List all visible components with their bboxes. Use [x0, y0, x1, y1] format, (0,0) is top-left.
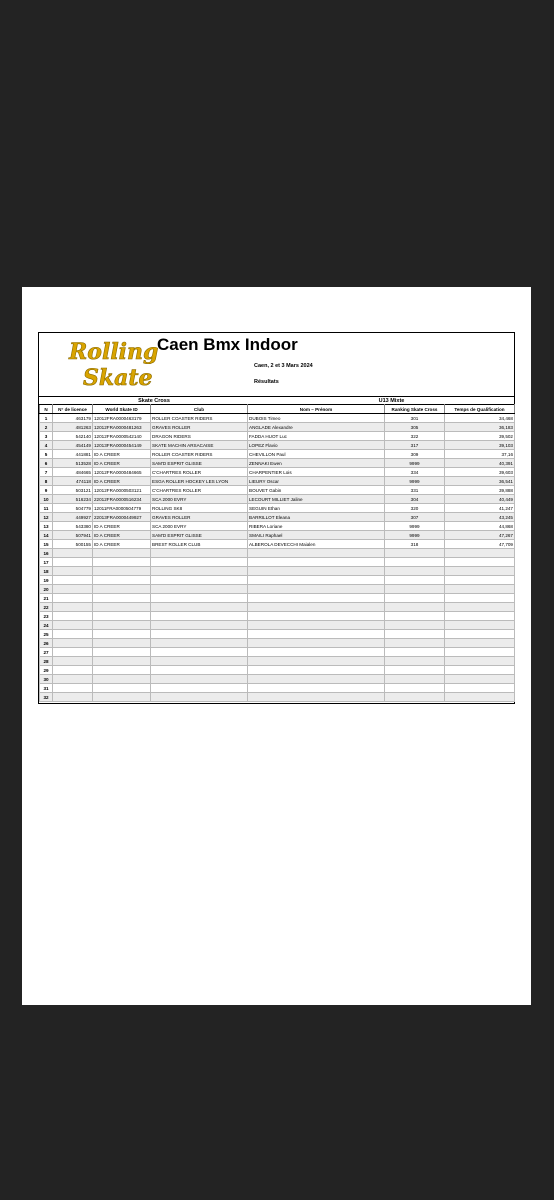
- club-cell: SKATE MACHIN ARSACAISE: [151, 441, 248, 450]
- club-cell: [151, 657, 248, 666]
- club-cell: [151, 612, 248, 621]
- ranking-cell: 320: [385, 504, 445, 513]
- qualification-time-cell: 47,709: [445, 540, 515, 549]
- name-cell: FADDA HUOT Luc: [248, 432, 385, 441]
- column-header: N: [40, 405, 53, 414]
- document-page: [22, 287, 531, 1005]
- ranking-cell: [385, 666, 445, 675]
- qualification-time-cell: [445, 603, 515, 612]
- column-header: Temps de Qualification: [445, 405, 515, 414]
- name-cell: LECOURT MILLIET Jaline: [248, 495, 385, 504]
- world-skate-id-cell: [93, 684, 151, 693]
- table-row: [40, 513, 515, 522]
- licence-cell: 542140: [53, 432, 93, 441]
- table-row: [40, 621, 515, 630]
- name-cell: SEGUIN Ethan: [248, 504, 385, 513]
- table-row: [40, 459, 515, 468]
- name-cell: [248, 648, 385, 657]
- club-cell: SAM'D ESPRIT GLISSE: [151, 459, 248, 468]
- table-row: [40, 558, 515, 567]
- qualification-time-cell: [445, 558, 515, 567]
- name-cell: SMAILI Raphael: [248, 531, 385, 540]
- club-cell: BREST ROLLER CLUB: [151, 540, 248, 549]
- world-skate-id-cell: [93, 639, 151, 648]
- club-cell: [151, 630, 248, 639]
- rank-cell: 9: [40, 486, 53, 495]
- licence-cell: [53, 549, 93, 558]
- table-header: [40, 405, 515, 414]
- licence-cell: [53, 630, 93, 639]
- rank-cell: 18: [40, 567, 53, 576]
- table-row: [40, 504, 515, 513]
- world-skate-id-cell: [93, 621, 151, 630]
- ranking-cell: [385, 612, 445, 621]
- qualification-time-cell: 43,245: [445, 513, 515, 522]
- column-header: Nom – Prénom: [248, 405, 385, 414]
- name-cell: [248, 603, 385, 612]
- column-header: World Skate ID: [93, 405, 151, 414]
- licence-cell: [53, 693, 93, 702]
- table-row: [40, 567, 515, 576]
- licence-cell: [53, 684, 93, 693]
- club-cell: [151, 621, 248, 630]
- club-cell: SCA 2000 EVRY: [151, 495, 248, 504]
- ranking-cell: 305: [385, 423, 445, 432]
- table-row: [40, 630, 515, 639]
- qualification-time-cell: 40,449: [445, 495, 515, 504]
- name-cell: CHARPENTIER Lois: [248, 468, 385, 477]
- rank-cell: 27: [40, 648, 53, 657]
- table-row: [40, 540, 515, 549]
- world-skate-id-cell: [93, 693, 151, 702]
- club-cell: [151, 684, 248, 693]
- rank-cell: 3: [40, 432, 53, 441]
- name-cell: [248, 684, 385, 693]
- rank-cell: 13: [40, 522, 53, 531]
- rank-cell: 17: [40, 558, 53, 567]
- table-row: [40, 675, 515, 684]
- licence-cell: 500155: [53, 540, 93, 549]
- name-cell: [248, 666, 385, 675]
- results-label: Résultats: [254, 379, 279, 385]
- qualification-time-cell: 41,247: [445, 504, 515, 513]
- licence-cell: 507941: [53, 531, 93, 540]
- rank-cell: 11: [40, 504, 53, 513]
- name-cell: BARRILLOT Eleana: [248, 513, 385, 522]
- world-skate-id-cell: [93, 630, 151, 639]
- ranking-cell: 318: [385, 540, 445, 549]
- table-row: [40, 657, 515, 666]
- club-cell: [151, 648, 248, 657]
- world-skate-id-cell: ID A CREER: [93, 450, 151, 459]
- table-row: [40, 549, 515, 558]
- ranking-cell: 309: [385, 450, 445, 459]
- qualification-time-cell: 36,541: [445, 477, 515, 486]
- ranking-cell: 317: [385, 441, 445, 450]
- rank-cell: 19: [40, 576, 53, 585]
- ranking-cell: [385, 648, 445, 657]
- rank-cell: 16: [40, 549, 53, 558]
- rank-cell: 8: [40, 477, 53, 486]
- ranking-cell: 307: [385, 513, 445, 522]
- qualification-time-cell: [445, 621, 515, 630]
- licence-cell: [53, 558, 93, 567]
- qualification-time-cell: [445, 648, 515, 657]
- ranking-cell: 9999: [385, 477, 445, 486]
- club-cell: [151, 585, 248, 594]
- world-skate-id-cell: [93, 558, 151, 567]
- club-cell: SCA 2000 EVRY: [151, 522, 248, 531]
- club-cell: DRAGON RIDERS: [151, 432, 248, 441]
- licence-cell: [53, 639, 93, 648]
- ranking-cell: [385, 684, 445, 693]
- qualification-time-cell: [445, 594, 515, 603]
- world-skate-id-cell: [93, 585, 151, 594]
- ranking-cell: 331: [385, 486, 445, 495]
- name-cell: [248, 693, 385, 702]
- world-skate-id-cell: [93, 666, 151, 675]
- qualification-time-cell: 47,267: [445, 531, 515, 540]
- club-cell: [151, 675, 248, 684]
- club-cell: ROLLER COASTER RIDERS: [151, 414, 248, 423]
- licence-cell: 543380: [53, 522, 93, 531]
- qualification-time-cell: 34,468: [445, 414, 515, 423]
- name-cell: [248, 558, 385, 567]
- column-header: N° de licence: [53, 405, 93, 414]
- rank-cell: 23: [40, 612, 53, 621]
- rank-cell: 6: [40, 459, 53, 468]
- name-cell: [248, 585, 385, 594]
- licence-cell: 516234: [53, 495, 93, 504]
- logo-line2: Skate: [83, 365, 153, 391]
- ranking-cell: [385, 594, 445, 603]
- event-date: Caen, 2 et 3 Mars 2024: [254, 363, 313, 369]
- name-cell: ALBEROLA DEVECCHI Maialen: [248, 540, 385, 549]
- logo-line1: Rolling: [69, 339, 159, 365]
- qualification-time-cell: [445, 684, 515, 693]
- ranking-cell: [385, 657, 445, 666]
- qualification-time-cell: [445, 612, 515, 621]
- world-skate-id-cell: ID A CREER: [93, 459, 151, 468]
- table-row: [40, 441, 515, 450]
- name-cell: [248, 657, 385, 666]
- world-skate-id-cell: 12012FRA0000481263: [93, 423, 151, 432]
- world-skate-id-cell: [93, 612, 151, 621]
- world-skate-id-cell: [93, 603, 151, 612]
- table-row: [40, 684, 515, 693]
- rank-cell: 1: [40, 414, 53, 423]
- ranking-cell: 9999: [385, 522, 445, 531]
- ranking-cell: [385, 639, 445, 648]
- qualification-time-cell: 36,183: [445, 423, 515, 432]
- world-skate-id-cell: 12011FRA0000504779: [93, 504, 151, 513]
- qualification-time-cell: 39,103: [445, 441, 515, 450]
- name-cell: [248, 612, 385, 621]
- ranking-cell: [385, 567, 445, 576]
- table-row: [40, 432, 515, 441]
- results-sheet: [38, 332, 515, 704]
- name-cell: [248, 549, 385, 558]
- licence-cell: [53, 657, 93, 666]
- rank-cell: 31: [40, 684, 53, 693]
- name-cell: DUBOIS Timeo: [248, 414, 385, 423]
- rank-cell: 28: [40, 657, 53, 666]
- rank-cell: 29: [40, 666, 53, 675]
- ranking-cell: 9999: [385, 531, 445, 540]
- qualification-time-cell: [445, 585, 515, 594]
- ranking-cell: 301: [385, 414, 445, 423]
- licence-cell: 513528: [53, 459, 93, 468]
- rank-cell: 26: [40, 639, 53, 648]
- ranking-cell: [385, 675, 445, 684]
- world-skate-id-cell: [93, 657, 151, 666]
- rank-cell: 2: [40, 423, 53, 432]
- club-cell: [151, 567, 248, 576]
- licence-cell: 484665: [53, 468, 93, 477]
- name-cell: CHEVILLON Paul: [248, 450, 385, 459]
- club-cell: GRAVES ROLLER: [151, 423, 248, 432]
- table-row: [40, 423, 515, 432]
- table-row: [40, 648, 515, 657]
- name-cell: [248, 630, 385, 639]
- table-row: [40, 450, 515, 459]
- world-skate-id-cell: ID A CREER: [93, 477, 151, 486]
- qualification-time-cell: [445, 630, 515, 639]
- licence-cell: 481263: [53, 423, 93, 432]
- table-row: [40, 576, 515, 585]
- club-cell: [151, 603, 248, 612]
- table-row: [40, 693, 515, 702]
- table-row: [40, 585, 515, 594]
- name-cell: [248, 576, 385, 585]
- world-skate-id-cell: 22012FRA0000516234: [93, 495, 151, 504]
- rank-cell: 25: [40, 630, 53, 639]
- table-row: [40, 531, 515, 540]
- club-cell: GRAVES ROLLER: [151, 513, 248, 522]
- world-skate-id-cell: ID A CREER: [93, 540, 151, 549]
- qualification-time-cell: 37,16: [445, 450, 515, 459]
- licence-cell: 449927: [53, 513, 93, 522]
- world-skate-id-cell: 12013FRA0000454149: [93, 441, 151, 450]
- licence-cell: 441881: [53, 450, 93, 459]
- club-cell: C'CHARTRES ROLLER: [151, 468, 248, 477]
- ranking-cell: [385, 603, 445, 612]
- licence-cell: 503121: [53, 486, 93, 495]
- club-cell: ESGA ROLLER HOCKEY LES LYON: [151, 477, 248, 486]
- discipline-label: Skate Cross: [39, 396, 269, 405]
- world-skate-id-cell: [93, 648, 151, 657]
- world-skate-id-cell: [93, 576, 151, 585]
- world-skate-id-cell: 12012FRA0000503121: [93, 486, 151, 495]
- licence-cell: [53, 666, 93, 675]
- licence-cell: 504779: [53, 504, 93, 513]
- ranking-cell: [385, 558, 445, 567]
- world-skate-id-cell: [93, 675, 151, 684]
- name-cell: BOUVET Gabin: [248, 486, 385, 495]
- name-cell: ZENNAKI Ewen: [248, 459, 385, 468]
- world-skate-id-cell: ID A CREER: [93, 531, 151, 540]
- rolling-skate-logo: [67, 335, 159, 393]
- club-cell: [151, 594, 248, 603]
- table-row: [40, 639, 515, 648]
- table-row: [40, 495, 515, 504]
- table-row: [40, 666, 515, 675]
- rank-cell: 20: [40, 585, 53, 594]
- club-cell: [151, 549, 248, 558]
- event-title: Caen Bmx Indoor: [157, 335, 298, 354]
- name-cell: LIEURY Oscar: [248, 477, 385, 486]
- licence-cell: 463179: [53, 414, 93, 423]
- licence-cell: 454149: [53, 441, 93, 450]
- ranking-cell: [385, 630, 445, 639]
- table-row: [40, 486, 515, 495]
- club-cell: [151, 666, 248, 675]
- club-cell: [151, 576, 248, 585]
- rank-cell: 32: [40, 693, 53, 702]
- qualification-time-cell: 40,391: [445, 459, 515, 468]
- table-row: [40, 468, 515, 477]
- licence-cell: 474118: [53, 477, 93, 486]
- ranking-cell: [385, 549, 445, 558]
- name-cell: [248, 594, 385, 603]
- rank-cell: 22: [40, 603, 53, 612]
- club-cell: [151, 558, 248, 567]
- rank-cell: 5: [40, 450, 53, 459]
- licence-cell: [53, 648, 93, 657]
- qualification-time-cell: 39,502: [445, 432, 515, 441]
- licence-cell: [53, 621, 93, 630]
- qualification-time-cell: [445, 639, 515, 648]
- results-table: [39, 404, 515, 702]
- qualification-time-cell: [445, 567, 515, 576]
- category-label: U13 Mixte: [269, 396, 514, 405]
- world-skate-id-cell: [93, 549, 151, 558]
- qualification-time-cell: 39,603: [445, 468, 515, 477]
- club-cell: C'CHARTRES ROLLER: [151, 486, 248, 495]
- club-cell: [151, 639, 248, 648]
- rank-cell: 30: [40, 675, 53, 684]
- rank-cell: 4: [40, 441, 53, 450]
- name-cell: [248, 621, 385, 630]
- rank-cell: 21: [40, 594, 53, 603]
- club-cell: ROLLING SK8: [151, 504, 248, 513]
- world-skate-id-cell: 12012FRA0000463179: [93, 414, 151, 423]
- world-skate-id-cell: 12012FRA0000542140: [93, 432, 151, 441]
- licence-cell: [53, 585, 93, 594]
- rank-cell: 7: [40, 468, 53, 477]
- club-cell: [151, 693, 248, 702]
- ranking-cell: 334: [385, 468, 445, 477]
- name-cell: ANGLADE Alexandre: [248, 423, 385, 432]
- ranking-cell: 304: [385, 495, 445, 504]
- licence-cell: [53, 612, 93, 621]
- name-cell: [248, 639, 385, 648]
- qualification-time-cell: [445, 675, 515, 684]
- world-skate-id-cell: 22013FRA0000449927: [93, 513, 151, 522]
- qualification-time-cell: [445, 657, 515, 666]
- rank-cell: 24: [40, 621, 53, 630]
- licence-cell: [53, 567, 93, 576]
- licence-cell: [53, 675, 93, 684]
- qualification-time-cell: [445, 693, 515, 702]
- licence-cell: [53, 576, 93, 585]
- table-row: [40, 612, 515, 621]
- name-cell: RIBERA Loriane: [248, 522, 385, 531]
- world-skate-id-cell: [93, 567, 151, 576]
- qualification-time-cell: [445, 576, 515, 585]
- table-row: [40, 522, 515, 531]
- ranking-cell: [385, 621, 445, 630]
- name-cell: LOPEZ Flavio: [248, 441, 385, 450]
- licence-cell: [53, 603, 93, 612]
- table-row: [40, 603, 515, 612]
- ranking-cell: 9999: [385, 459, 445, 468]
- world-skate-id-cell: [93, 594, 151, 603]
- qualification-time-cell: [445, 666, 515, 675]
- club-cell: SAM'D ESPRIT GLISSE: [151, 531, 248, 540]
- ranking-cell: [385, 693, 445, 702]
- licence-cell: [53, 594, 93, 603]
- world-skate-id-cell: 12012FRA0000484665: [93, 468, 151, 477]
- column-header: Club: [151, 405, 248, 414]
- qualification-time-cell: [445, 549, 515, 558]
- ranking-cell: 322: [385, 432, 445, 441]
- column-header: Ranking Skate Cross: [385, 405, 445, 414]
- table-row: [40, 477, 515, 486]
- ranking-cell: [385, 585, 445, 594]
- rank-cell: 15: [40, 540, 53, 549]
- table-row: [40, 414, 515, 423]
- table-row: [40, 594, 515, 603]
- qualification-time-cell: 44,868: [445, 522, 515, 531]
- name-cell: [248, 675, 385, 684]
- world-skate-id-cell: ID A CREER: [93, 522, 151, 531]
- qualification-time-cell: 39,888: [445, 486, 515, 495]
- club-cell: ROLLER COASTER RIDERS: [151, 450, 248, 459]
- name-cell: [248, 567, 385, 576]
- rank-cell: 12: [40, 513, 53, 522]
- ranking-cell: [385, 576, 445, 585]
- rank-cell: 14: [40, 531, 53, 540]
- rank-cell: 10: [40, 495, 53, 504]
